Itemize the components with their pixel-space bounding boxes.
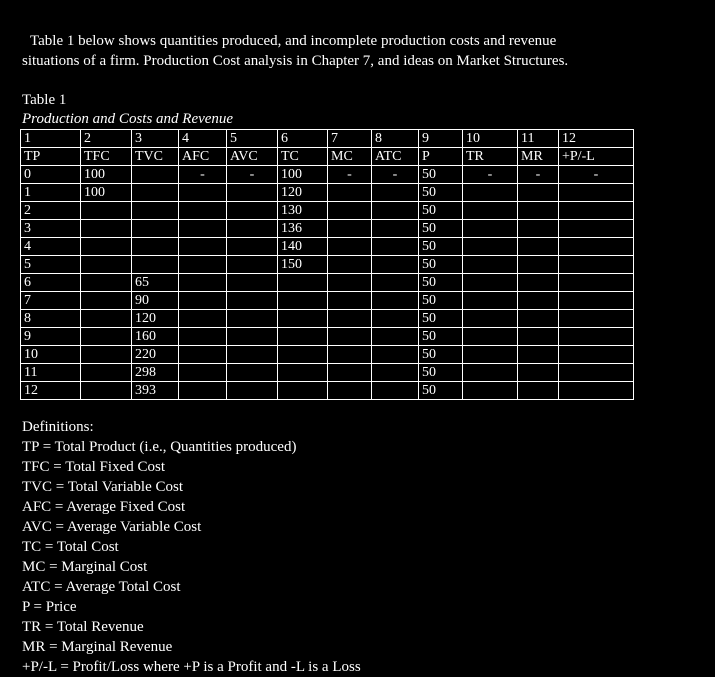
table-cell: TC <box>278 148 328 166</box>
table-cell <box>179 220 227 238</box>
table-row <box>21 292 634 310</box>
table-cell <box>463 382 518 400</box>
table-cell <box>278 274 328 292</box>
table-cell <box>518 310 559 328</box>
table-cell: 50 <box>419 382 463 400</box>
definition-item: TP = Total Product (i.e., Quantities produced) <box>22 439 297 455</box>
table-cell: 50 <box>419 310 463 328</box>
table-cell: 120 <box>132 310 179 328</box>
table-cell <box>372 256 419 274</box>
table-cell: 160 <box>132 328 179 346</box>
table-cell <box>518 382 559 400</box>
table-cell <box>463 220 518 238</box>
table-cell <box>278 328 328 346</box>
definition-item: TFC = Total Fixed Cost <box>22 459 165 475</box>
table-cell <box>463 238 518 256</box>
table-cell <box>559 184 634 202</box>
table-cell <box>518 274 559 292</box>
table-cell <box>372 310 419 328</box>
table-cell: 50 <box>419 274 463 292</box>
table-cell: 50 <box>419 184 463 202</box>
table-cell <box>81 202 132 220</box>
table-cell: MC <box>328 148 372 166</box>
table-cell: 50 <box>419 346 463 364</box>
table-cell <box>518 238 559 256</box>
table-cell <box>559 220 634 238</box>
table-cell <box>518 220 559 238</box>
table-cell <box>132 220 179 238</box>
definition-item: AFC = Average Fixed Cost <box>22 499 186 515</box>
table-cell <box>518 256 559 274</box>
table-cell <box>372 328 419 346</box>
table-cell <box>179 202 227 220</box>
table-cell: - <box>328 166 372 184</box>
table-cell: - <box>463 166 518 184</box>
intro-line-2: situations of a firm. Production Cost analysis in Chapter 7, and ideas on Market Structures. <box>22 53 569 69</box>
intro-line-1: Table 1 below shows quantities produced, and incomplete production costs and revenue <box>30 33 557 49</box>
table-cell: - <box>559 166 634 184</box>
table-cell <box>559 256 634 274</box>
table-caption: Production and Costs and Revenue <box>22 111 234 127</box>
table-cell: 8 <box>21 310 81 328</box>
definition-item: P = Price <box>22 599 77 615</box>
table-cell: 50 <box>419 256 463 274</box>
table-cell <box>463 364 518 382</box>
table-cell: 220 <box>132 346 179 364</box>
table-row <box>21 220 634 238</box>
table-cell: TFC <box>81 148 132 166</box>
table-cell <box>81 274 132 292</box>
table-cell: AVC <box>227 148 278 166</box>
table-cell <box>179 184 227 202</box>
table-cell <box>278 292 328 310</box>
table-cell <box>81 346 132 364</box>
table-cell: 50 <box>419 220 463 238</box>
table-cell <box>179 310 227 328</box>
table-cell <box>559 238 634 256</box>
table-cell: MR <box>518 148 559 166</box>
table-cell <box>372 382 419 400</box>
table-cell <box>179 274 227 292</box>
table-cell: 2 <box>81 130 132 148</box>
table-cell <box>132 202 179 220</box>
table-cell <box>132 184 179 202</box>
table-cell: 9 <box>419 130 463 148</box>
table-cell <box>328 238 372 256</box>
table-row <box>21 328 634 346</box>
table-cell <box>328 220 372 238</box>
table-row <box>21 202 634 220</box>
table-cell <box>463 274 518 292</box>
definition-item: MC = Marginal Cost <box>22 559 148 575</box>
table-cell <box>328 292 372 310</box>
table-cell <box>559 274 634 292</box>
table-row <box>21 310 634 328</box>
table-cell: ATC <box>372 148 419 166</box>
table-cell <box>559 346 634 364</box>
table-cell <box>328 202 372 220</box>
intro-paragraph <box>22 31 702 71</box>
table-cell <box>559 382 634 400</box>
table-cell: 1 <box>21 184 81 202</box>
table-cell: 298 <box>132 364 179 382</box>
definition-item: MR = Marginal Revenue <box>22 639 173 655</box>
table-cell <box>559 292 634 310</box>
table-cell: AFC <box>179 148 227 166</box>
table-cell <box>518 202 559 220</box>
table-cell: 8 <box>372 130 419 148</box>
table-cell: 4 <box>179 130 227 148</box>
table-cell: TVC <box>132 148 179 166</box>
definitions-section <box>22 417 361 677</box>
table-cell <box>372 346 419 364</box>
table-cell <box>328 256 372 274</box>
table-label: Table 1 <box>22 92 67 108</box>
table-cell <box>179 328 227 346</box>
table-cell <box>132 166 179 184</box>
table-cell <box>179 238 227 256</box>
table-cell <box>227 238 278 256</box>
table-cell <box>227 184 278 202</box>
table-cell: 3 <box>132 130 179 148</box>
table-cell: 120 <box>278 184 328 202</box>
table-cell <box>372 184 419 202</box>
table-cell: 65 <box>132 274 179 292</box>
table-cell <box>372 238 419 256</box>
table-cell: 50 <box>419 166 463 184</box>
table-cell: 10 <box>463 130 518 148</box>
table-cell: 50 <box>419 238 463 256</box>
definition-item: +P/-L = Profit/Loss where +P is a Profit and -L is a Loss <box>22 659 361 675</box>
table-cell <box>227 328 278 346</box>
table-cell: 1 <box>21 130 81 148</box>
table-cell <box>227 346 278 364</box>
table-cell <box>81 310 132 328</box>
table-cell: 2 <box>21 202 81 220</box>
table-cell: 12 <box>559 130 634 148</box>
table-cell: +P/-L <box>559 148 634 166</box>
table-cell <box>372 220 419 238</box>
table-cell <box>132 238 179 256</box>
table-cell <box>227 274 278 292</box>
table-cell <box>559 364 634 382</box>
table-cell <box>463 310 518 328</box>
table-cell <box>81 328 132 346</box>
table-cell: 50 <box>419 292 463 310</box>
table-row <box>21 166 634 184</box>
table-cell <box>227 382 278 400</box>
table-cell <box>559 328 634 346</box>
table-cell <box>227 256 278 274</box>
definition-item: ATC = Average Total Cost <box>22 579 181 595</box>
table-cell <box>227 310 278 328</box>
table-cell <box>328 364 372 382</box>
table-cell: 6 <box>278 130 328 148</box>
table-cell: 100 <box>81 184 132 202</box>
table-cell: 150 <box>278 256 328 274</box>
production-cost-table <box>20 129 634 400</box>
table-cell: 11 <box>21 364 81 382</box>
table-cell <box>179 256 227 274</box>
table-cell <box>372 364 419 382</box>
table-cell: 5 <box>21 256 81 274</box>
table-cell: 100 <box>278 166 328 184</box>
table-cell: 130 <box>278 202 328 220</box>
table-row <box>21 256 634 274</box>
table-cell <box>559 310 634 328</box>
table-header-row <box>21 148 634 166</box>
table-cell <box>463 202 518 220</box>
table-cell <box>328 310 372 328</box>
table-cell <box>463 346 518 364</box>
table-cell: 90 <box>132 292 179 310</box>
definition-item: TVC = Total Variable Cost <box>22 479 184 495</box>
table-cell <box>81 292 132 310</box>
table-cell: 11 <box>518 130 559 148</box>
table-cell <box>328 328 372 346</box>
table-cell <box>278 382 328 400</box>
table-cell <box>227 364 278 382</box>
table-row <box>21 346 634 364</box>
table-cell: 50 <box>419 202 463 220</box>
table-cell: 3 <box>21 220 81 238</box>
table-cell: 5 <box>227 130 278 148</box>
table-cell <box>179 292 227 310</box>
table-cell <box>227 202 278 220</box>
table-cell <box>518 328 559 346</box>
table-cell <box>81 256 132 274</box>
table-cell: TR <box>463 148 518 166</box>
table-cell <box>81 382 132 400</box>
table-cell: 9 <box>21 328 81 346</box>
table-cell <box>132 256 179 274</box>
table-cell <box>328 346 372 364</box>
table-cell: - <box>518 166 559 184</box>
table-cell <box>463 256 518 274</box>
table-cell <box>328 184 372 202</box>
table-cell <box>81 364 132 382</box>
table-cell: 12 <box>21 382 81 400</box>
table-cell: 10 <box>21 346 81 364</box>
table-cell <box>518 346 559 364</box>
table-cell: 7 <box>328 130 372 148</box>
table-cell <box>518 292 559 310</box>
table-cell <box>278 364 328 382</box>
table-cell <box>518 184 559 202</box>
table-cell <box>179 346 227 364</box>
table-cell <box>227 220 278 238</box>
table-cell: 4 <box>21 238 81 256</box>
table-cell <box>227 292 278 310</box>
table-row <box>21 238 634 256</box>
definition-item: TR = Total Revenue <box>22 619 144 635</box>
table-cell: 393 <box>132 382 179 400</box>
table-cell <box>81 238 132 256</box>
definitions-list <box>22 437 361 677</box>
table-cell: - <box>179 166 227 184</box>
table-cell: 50 <box>419 328 463 346</box>
table-row <box>21 382 634 400</box>
table-column-number-row <box>21 130 634 148</box>
table-row <box>21 184 634 202</box>
table-cell <box>179 382 227 400</box>
definition-item: TC = Total Cost <box>22 539 119 555</box>
table-cell <box>328 382 372 400</box>
table-cell: - <box>372 166 419 184</box>
table-cell <box>81 220 132 238</box>
definition-item: AVC = Average Variable Cost <box>22 519 202 535</box>
table-cell: 7 <box>21 292 81 310</box>
table-cell: 50 <box>419 364 463 382</box>
table-cell <box>328 274 372 292</box>
table-cell: 140 <box>278 238 328 256</box>
table-cell <box>278 346 328 364</box>
table-cell <box>518 364 559 382</box>
table-cell: - <box>227 166 278 184</box>
table-body <box>21 130 634 400</box>
table-cell: 100 <box>81 166 132 184</box>
table-cell <box>559 202 634 220</box>
table-cell: P <box>419 148 463 166</box>
table-cell: 6 <box>21 274 81 292</box>
table-cell <box>463 328 518 346</box>
table-cell <box>463 292 518 310</box>
table-cell: TP <box>21 148 81 166</box>
table-cell <box>372 274 419 292</box>
table-cell <box>463 184 518 202</box>
table-row <box>21 364 634 382</box>
table-cell: 136 <box>278 220 328 238</box>
table-row <box>21 274 634 292</box>
table-cell <box>372 202 419 220</box>
definitions-heading: Definitions: <box>22 419 94 435</box>
table-cell: 0 <box>21 166 81 184</box>
table-cell <box>372 292 419 310</box>
table-cell <box>179 364 227 382</box>
table-cell <box>278 310 328 328</box>
